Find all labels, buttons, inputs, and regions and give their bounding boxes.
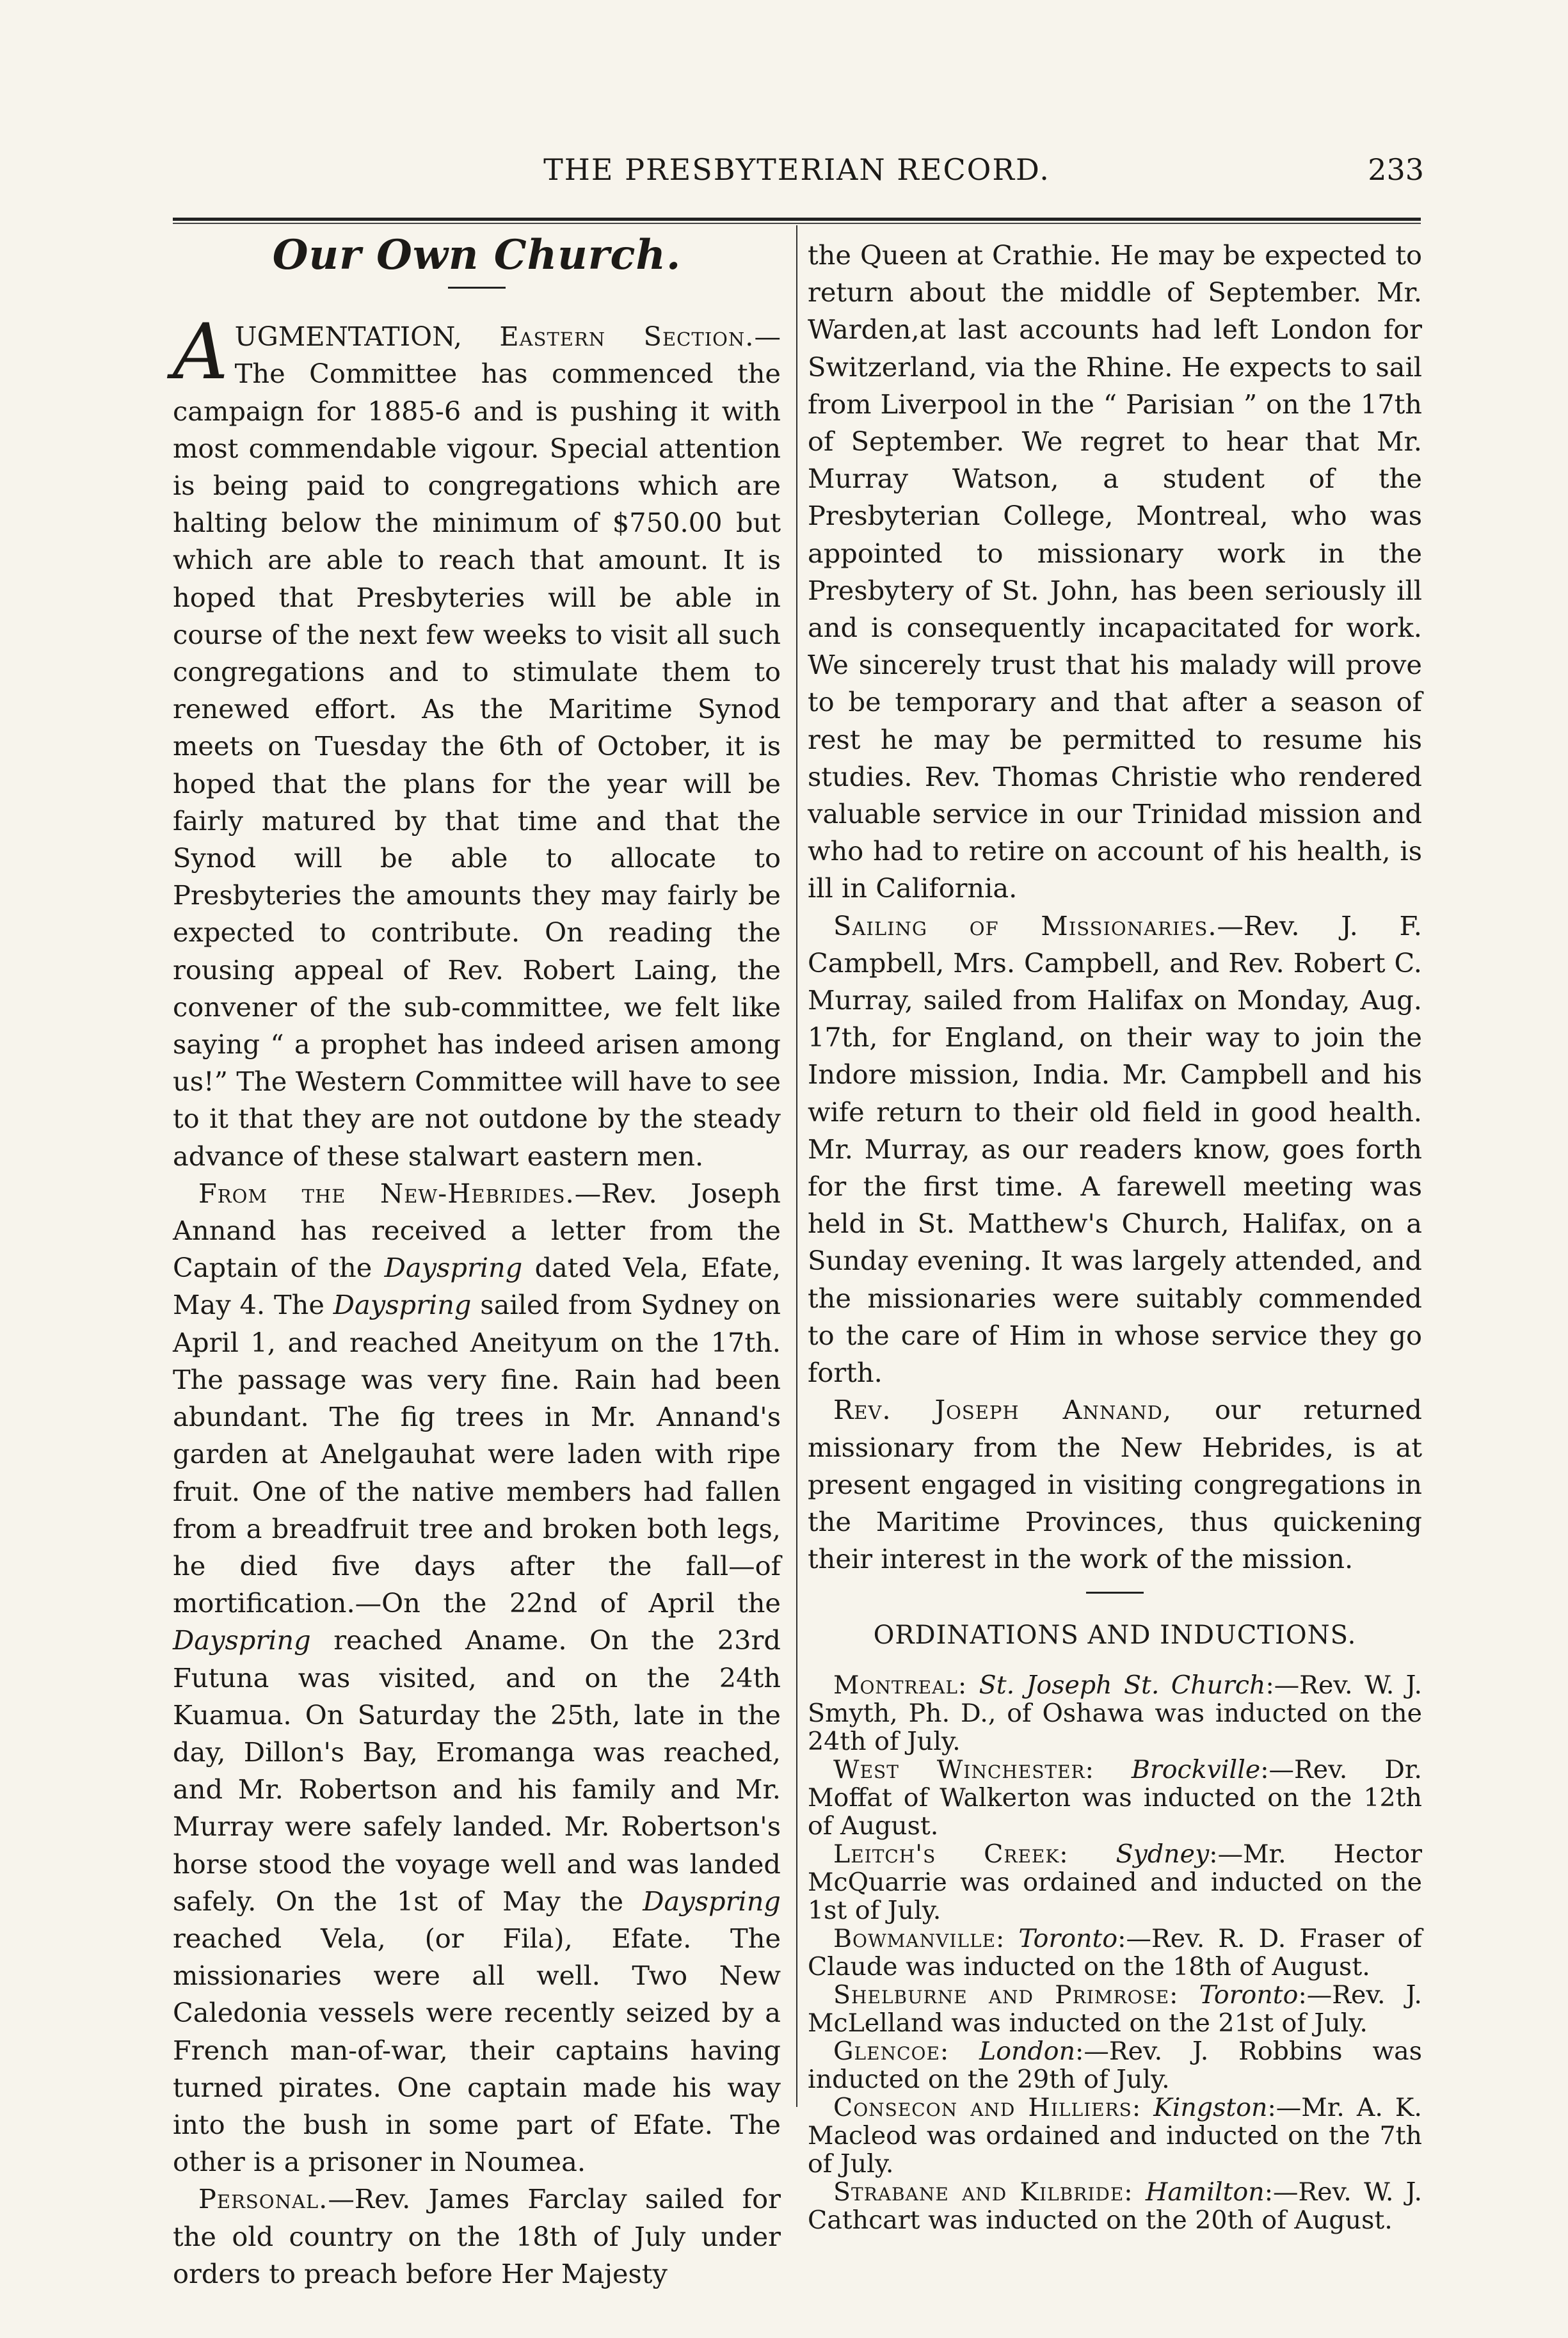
- personal-continued: the Queen at Crathie. He may be expected to return about the middle of September. Mr. Warden,at last accounts had left London for Switzerland, via the Rhine. He expects to sail from Liverpool in the “ Parisian ” on the 17th of September. We regret to hear that Mr. Murray Watson, a student of the Presbyterian College, Montreal, who was appointed to missionary work in the Presbytery of St. John, has been seriously ill and is consequently incapacitated for work. We sincerely trust that his malady will prove to be temporary and that after a season of rest he may be permitted to resume his studies. Rev. Thomas Christie who rendered valuable service in our Trinidad mission and who had to retire on account of his health, is ill in California.: [808, 239, 1422, 904]
- running-head: THE PRESBYTERIAN RECORD.: [543, 152, 1050, 187]
- ordination-church: Toronto: [1199, 1980, 1299, 2010]
- ordination-entry: [808, 1981, 1422, 2037]
- new-hebrides-text-3: sailed from Sydney on April 1, and reached Aneityum on the 17th. The passage was very fine. Rain had been abundant. The fig trees in Mr. Annand's garden at Anelgauhat were laden with ripe fruit. One of the native members had fallen from a breadfruit tree and broken both legs, he died five days after the fall—of mortification.—On the 22nd of April the: [173, 1289, 781, 1619]
- ordination-place: Montreal:: [833, 1670, 968, 1700]
- ship-name: Dayspring: [643, 1885, 781, 1917]
- new-hebrides-text-5: reached Vela, (or Fila), Efate. The missionaries were all well. Two New Caledonia vessels were recently seized by a French man-of-war, their captains having turned pirates. One captain made his way into the bush in some part of Efate. The other is a prisoner in Noumea.: [173, 1922, 781, 2178]
- ordination-entry: [808, 2094, 1422, 2178]
- header-rule-thin: [173, 223, 1421, 224]
- personal-subhead: Personal.: [198, 2183, 328, 2215]
- new-hebrides-text-4: reached Aname. On the 23rd Futuna was visited, and on the 24th Kuamua. On Saturday the 25th, late in the day, Dillon's Bay, Eromanga was reached, and Mr. Robertson and his family and Mr. Murray were safely landed. Mr. Robertson's horse stood the voyage well and was landed safely. On the 1st of May the: [173, 1624, 781, 1917]
- ordination-church: Toronto: [1018, 1923, 1118, 1953]
- annand-paragraph: [808, 1391, 1422, 1578]
- ordination-church: Hamilton: [1145, 2177, 1265, 2207]
- augmentation-body: — The Committee has commenced the campaign for 1885-6 and is pushing it with most commendable vigour. Special attention is being paid to congregations which are halting below the minimum of $750.00 but which are able to reach that amount. It is hoped that Presbyteries will be able in course of the next few weeks to visit all such congregations and to stimulate them to renewed effort. As the Maritime Synod meets on Tuesday the 6th of October, it is hoped that the plans for the year will be fairly matured by that time and that the Synod will be able to allocate to Presbyteries the amounts they may fairly be expected to contribute. On reading the rousing appeal of Rev. Robert Laing, the convener of the sub-committee, we felt like saying “ a prophet has indeed arisen among us!” The Western Committee will have to see to it that they are not outdone by the steady advance of these stalwart eastern men.: [173, 321, 781, 1172]
- ordination-text: :—Rev. J. Robbins was inducted on the 29th of July.: [808, 2036, 1422, 2094]
- augmentation-subhead: Eastern Section.: [499, 321, 755, 353]
- right-column: [808, 237, 1422, 2234]
- ordination-place: Leitch's Creek:: [833, 1839, 1069, 1869]
- ordination-place: Strabane and Kilbride:: [833, 2177, 1133, 2207]
- section-title-rule: [448, 287, 506, 289]
- page-number: 233: [1368, 152, 1424, 187]
- annand-subhead: Rev. Joseph Annand,: [833, 1394, 1172, 1426]
- ordination-church: Kingston: [1153, 2092, 1268, 2122]
- ordination-text: :—Mr. A. K. Macleod was ordained and inducted on the 7th of July.: [808, 2092, 1422, 2179]
- sailing-paragraph: [808, 908, 1422, 1392]
- left-column: [173, 231, 781, 2293]
- personal-paragraph: [173, 2181, 781, 2293]
- new-hebrides-text-2: dated Vela, Efate, May 4. The: [173, 1252, 781, 1321]
- ordination-text: :—Rev. W. J. Cathcart was inducted on the 20th of August.: [808, 2177, 1423, 2235]
- ordinations-list: [808, 1671, 1422, 2234]
- header-rule: [173, 218, 1421, 221]
- ordination-place: Bowmanville:: [833, 1923, 1005, 1953]
- ordination-church: Sydney: [1116, 1839, 1210, 1869]
- ordination-text: :—Rev. Dr. Moffat of Walkerton was inducted on the 12th of August.: [808, 1754, 1422, 1841]
- ordination-entry: [808, 1925, 1422, 1981]
- section-title: Our Own Church.: [272, 231, 682, 279]
- ordination-church: Brockville: [1131, 1754, 1261, 1784]
- new-hebrides-subhead: From the New-Hebrides.: [198, 1177, 575, 1209]
- ordination-entry: [808, 1840, 1422, 1925]
- ordination-place: Glencoe:: [833, 2036, 950, 2066]
- new-hebrides-text-1: —Rev. Joseph Annand has received a letter from the Captain of the: [173, 1177, 781, 1284]
- ship-name: Dayspring: [384, 1252, 523, 1284]
- ordinations-heading: ORDINATIONS AND INDUCTIONS.: [873, 1621, 1357, 1651]
- annand-body: our returned missionary from the New Hebrides, is at present engaged in visiting congregations in the Maritime Provinces, thus quickening their interest in the work of the mission.: [808, 1394, 1422, 1575]
- section-divider: [1086, 1592, 1144, 1594]
- ordination-church: St. Joseph St. Church: [979, 1670, 1266, 1700]
- personal-body: —Rev. James Farclay sailed for the old country on the 18th of July under orders to preach before Her Majesty: [173, 2183, 781, 2289]
- augmentation-paragraph: [173, 308, 781, 1175]
- ordination-text: :—Rev. R. D. Fraser of Claude was inducted on the 18th of August.: [808, 1923, 1422, 1982]
- ordination-text: :—Rev. W. J. Smyth, Ph. D., of Oshawa was inducted on the 24th of July.: [808, 1670, 1423, 1756]
- ship-name: Dayspring: [333, 1289, 472, 1321]
- augmentation-lead: UGMENTATION,: [234, 321, 500, 353]
- ordination-entry: [808, 1671, 1422, 1756]
- column-rule: [796, 225, 797, 2107]
- sailing-subhead: Sailing of Missionaries.: [833, 909, 1217, 941]
- ship-name: Dayspring: [173, 1624, 311, 1656]
- new-hebrides-paragraph: [173, 1175, 781, 2181]
- ordination-place: Shelburne and Primrose:: [833, 1980, 1179, 2010]
- drop-cap: A: [173, 308, 228, 397]
- ordination-entry: [808, 2178, 1422, 2234]
- ordination-text: :—Mr. Hector McQuarrie was ordained and inducted on the 1st of July.: [808, 1839, 1422, 1925]
- sailing-body: —Rev. J. F. Campbell, Mrs. Campbell, and Rev. Robert C. Murray, sailed from Halifax on Monday, Aug. 17th, for England, on their way to join the Indore mission, India. Mr. Campbell and his wife return to their old field in good health. Mr. Murray, as our readers know, goes forth for the first time. A farewell meeting was held in St. Matthew's Church, Halifax, on a Sunday evening. It was largely attended, and the missionaries were suitably commended to the care of Him in whose service they go forth.: [808, 909, 1422, 1389]
- ordination-church: London: [979, 2036, 1076, 2066]
- ordination-entry: [808, 2037, 1422, 2094]
- ordination-entry: [808, 1756, 1422, 1840]
- ordination-place: Consecon and Hilliers:: [833, 2092, 1142, 2122]
- ordination-text: :—Rev. J. McLelland was inducted on the 21st of July.: [808, 1980, 1422, 2038]
- ordination-place: West Winchester:: [833, 1754, 1094, 1784]
